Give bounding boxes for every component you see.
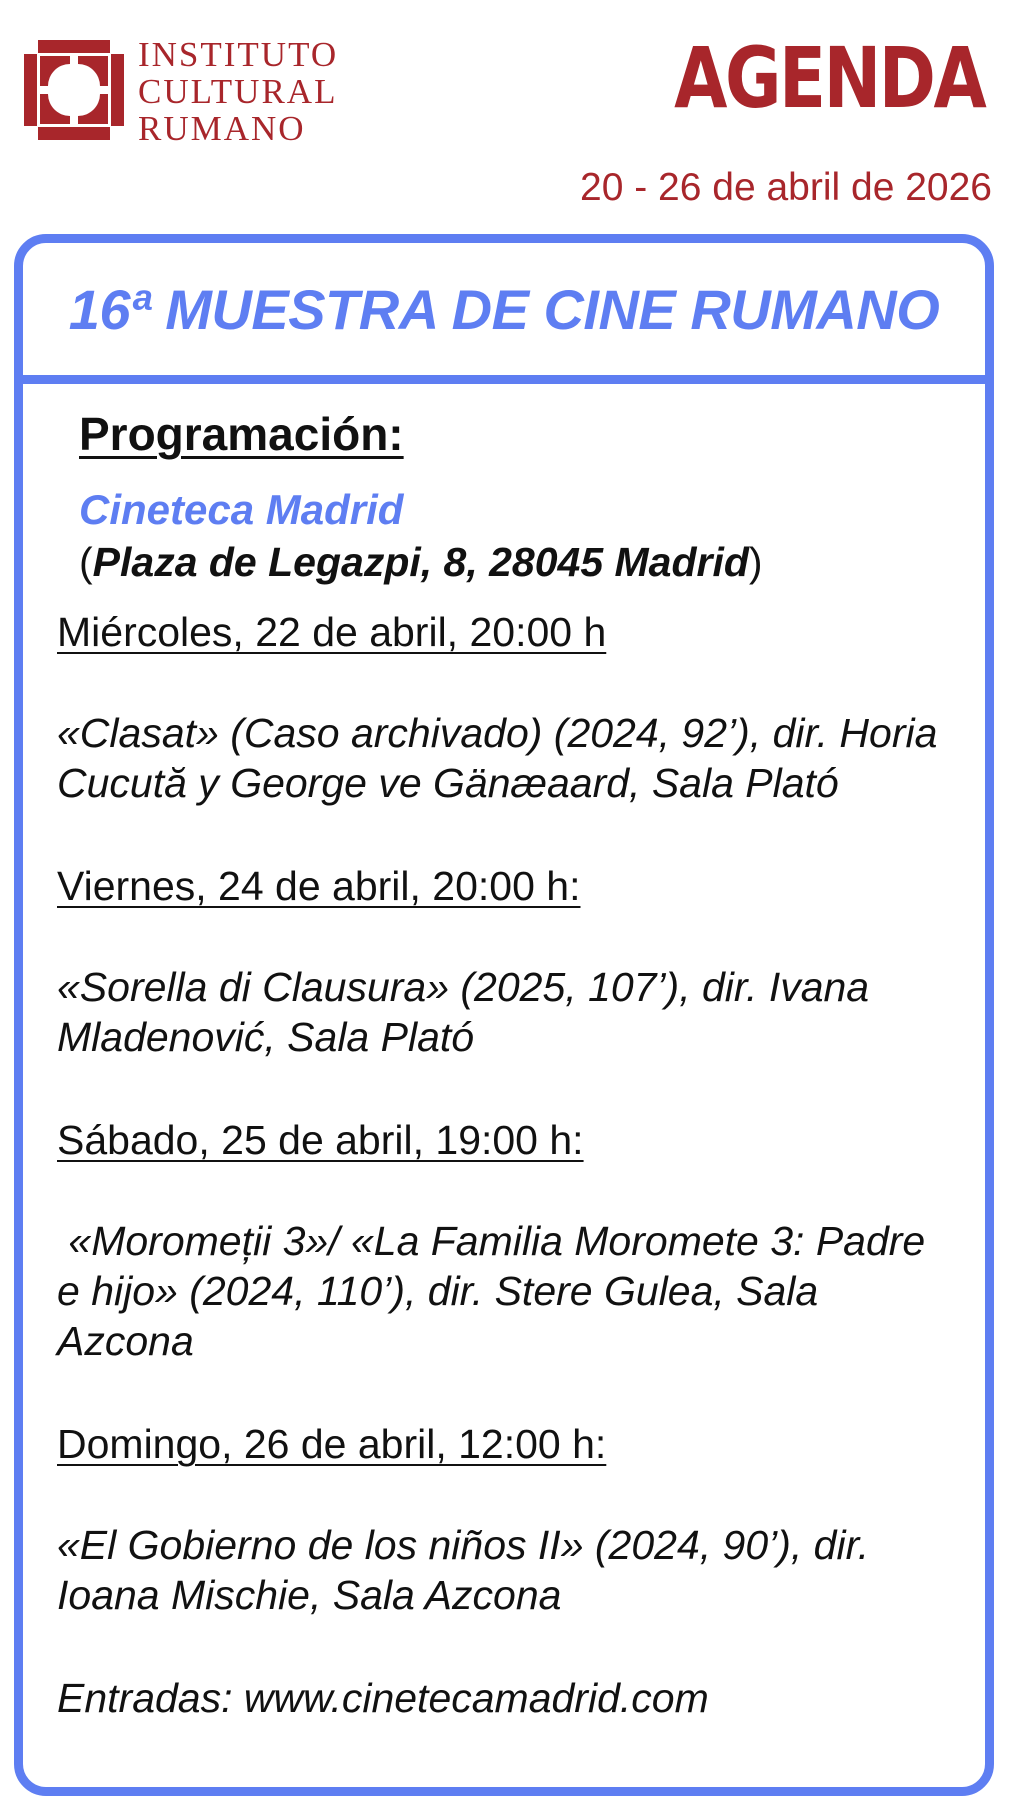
brand-line-2: CULTURAL [138, 72, 338, 111]
address-close-paren: ) [748, 539, 763, 585]
session-film: «Clasat» (Caso archivado) (2024, 92’), dir. Horia Cucută y George ve Gänæaard, Sala Plató [57, 710, 938, 806]
card-title-bar [23, 243, 985, 384]
card-title: 16ª MUESTRA DE CINE RUMANO [68, 277, 940, 341]
session-date: Sábado, 25 de abril, 19:00 h: [57, 1117, 584, 1163]
agenda-title: AGENDA [673, 29, 984, 127]
session-film: «El Gobierno de los niños II» (2024, 90’), dir. Ioana Mischie, Sala Azcona [57, 1522, 870, 1618]
session-4 [57, 1418, 955, 1620]
session-date: Miércoles, 22 de abril, 20:00 h [57, 609, 607, 655]
header [0, 0, 1024, 230]
brand-name [138, 36, 338, 147]
instituto-cultural-rumano-logo-icon [24, 40, 124, 140]
session-3 [57, 1114, 955, 1366]
address-open-paren: ( [79, 539, 93, 585]
session-film: «Sorella di Clausura» (2025, 107’), dir. Ivana Mladenović, Sala Plató [57, 964, 870, 1060]
session-film: «Moromeții 3»/ «La Familia Moromete 3: Padre e hijo» (2024, 110’), dir. Stere Gulea, Sala Azcona [57, 1218, 937, 1364]
program-card [14, 234, 994, 1796]
brand-line-1: INSTITUTO [138, 35, 339, 74]
address-text: Plaza de Legazpi, 8, 28045 Madrid [92, 539, 749, 585]
brand-line-3: RUMANO [138, 109, 306, 148]
venue-address [79, 536, 955, 588]
session-date: Domingo, 26 de abril, 12:00 h: [57, 1421, 607, 1467]
event-dates: 20 - 26 de abril de 2026 [580, 166, 992, 209]
card-body [23, 384, 985, 1724]
tickets-link[interactable]: Entradas: www.cinetecamadrid.com [57, 1675, 709, 1721]
venue-name: Cineteca Madrid [79, 486, 404, 533]
programacion-heading: Programación: [79, 408, 404, 460]
session-date: Viernes, 24 de abril, 20:00 h: [57, 863, 581, 909]
session-1 [57, 606, 955, 808]
session-2 [57, 860, 955, 1062]
